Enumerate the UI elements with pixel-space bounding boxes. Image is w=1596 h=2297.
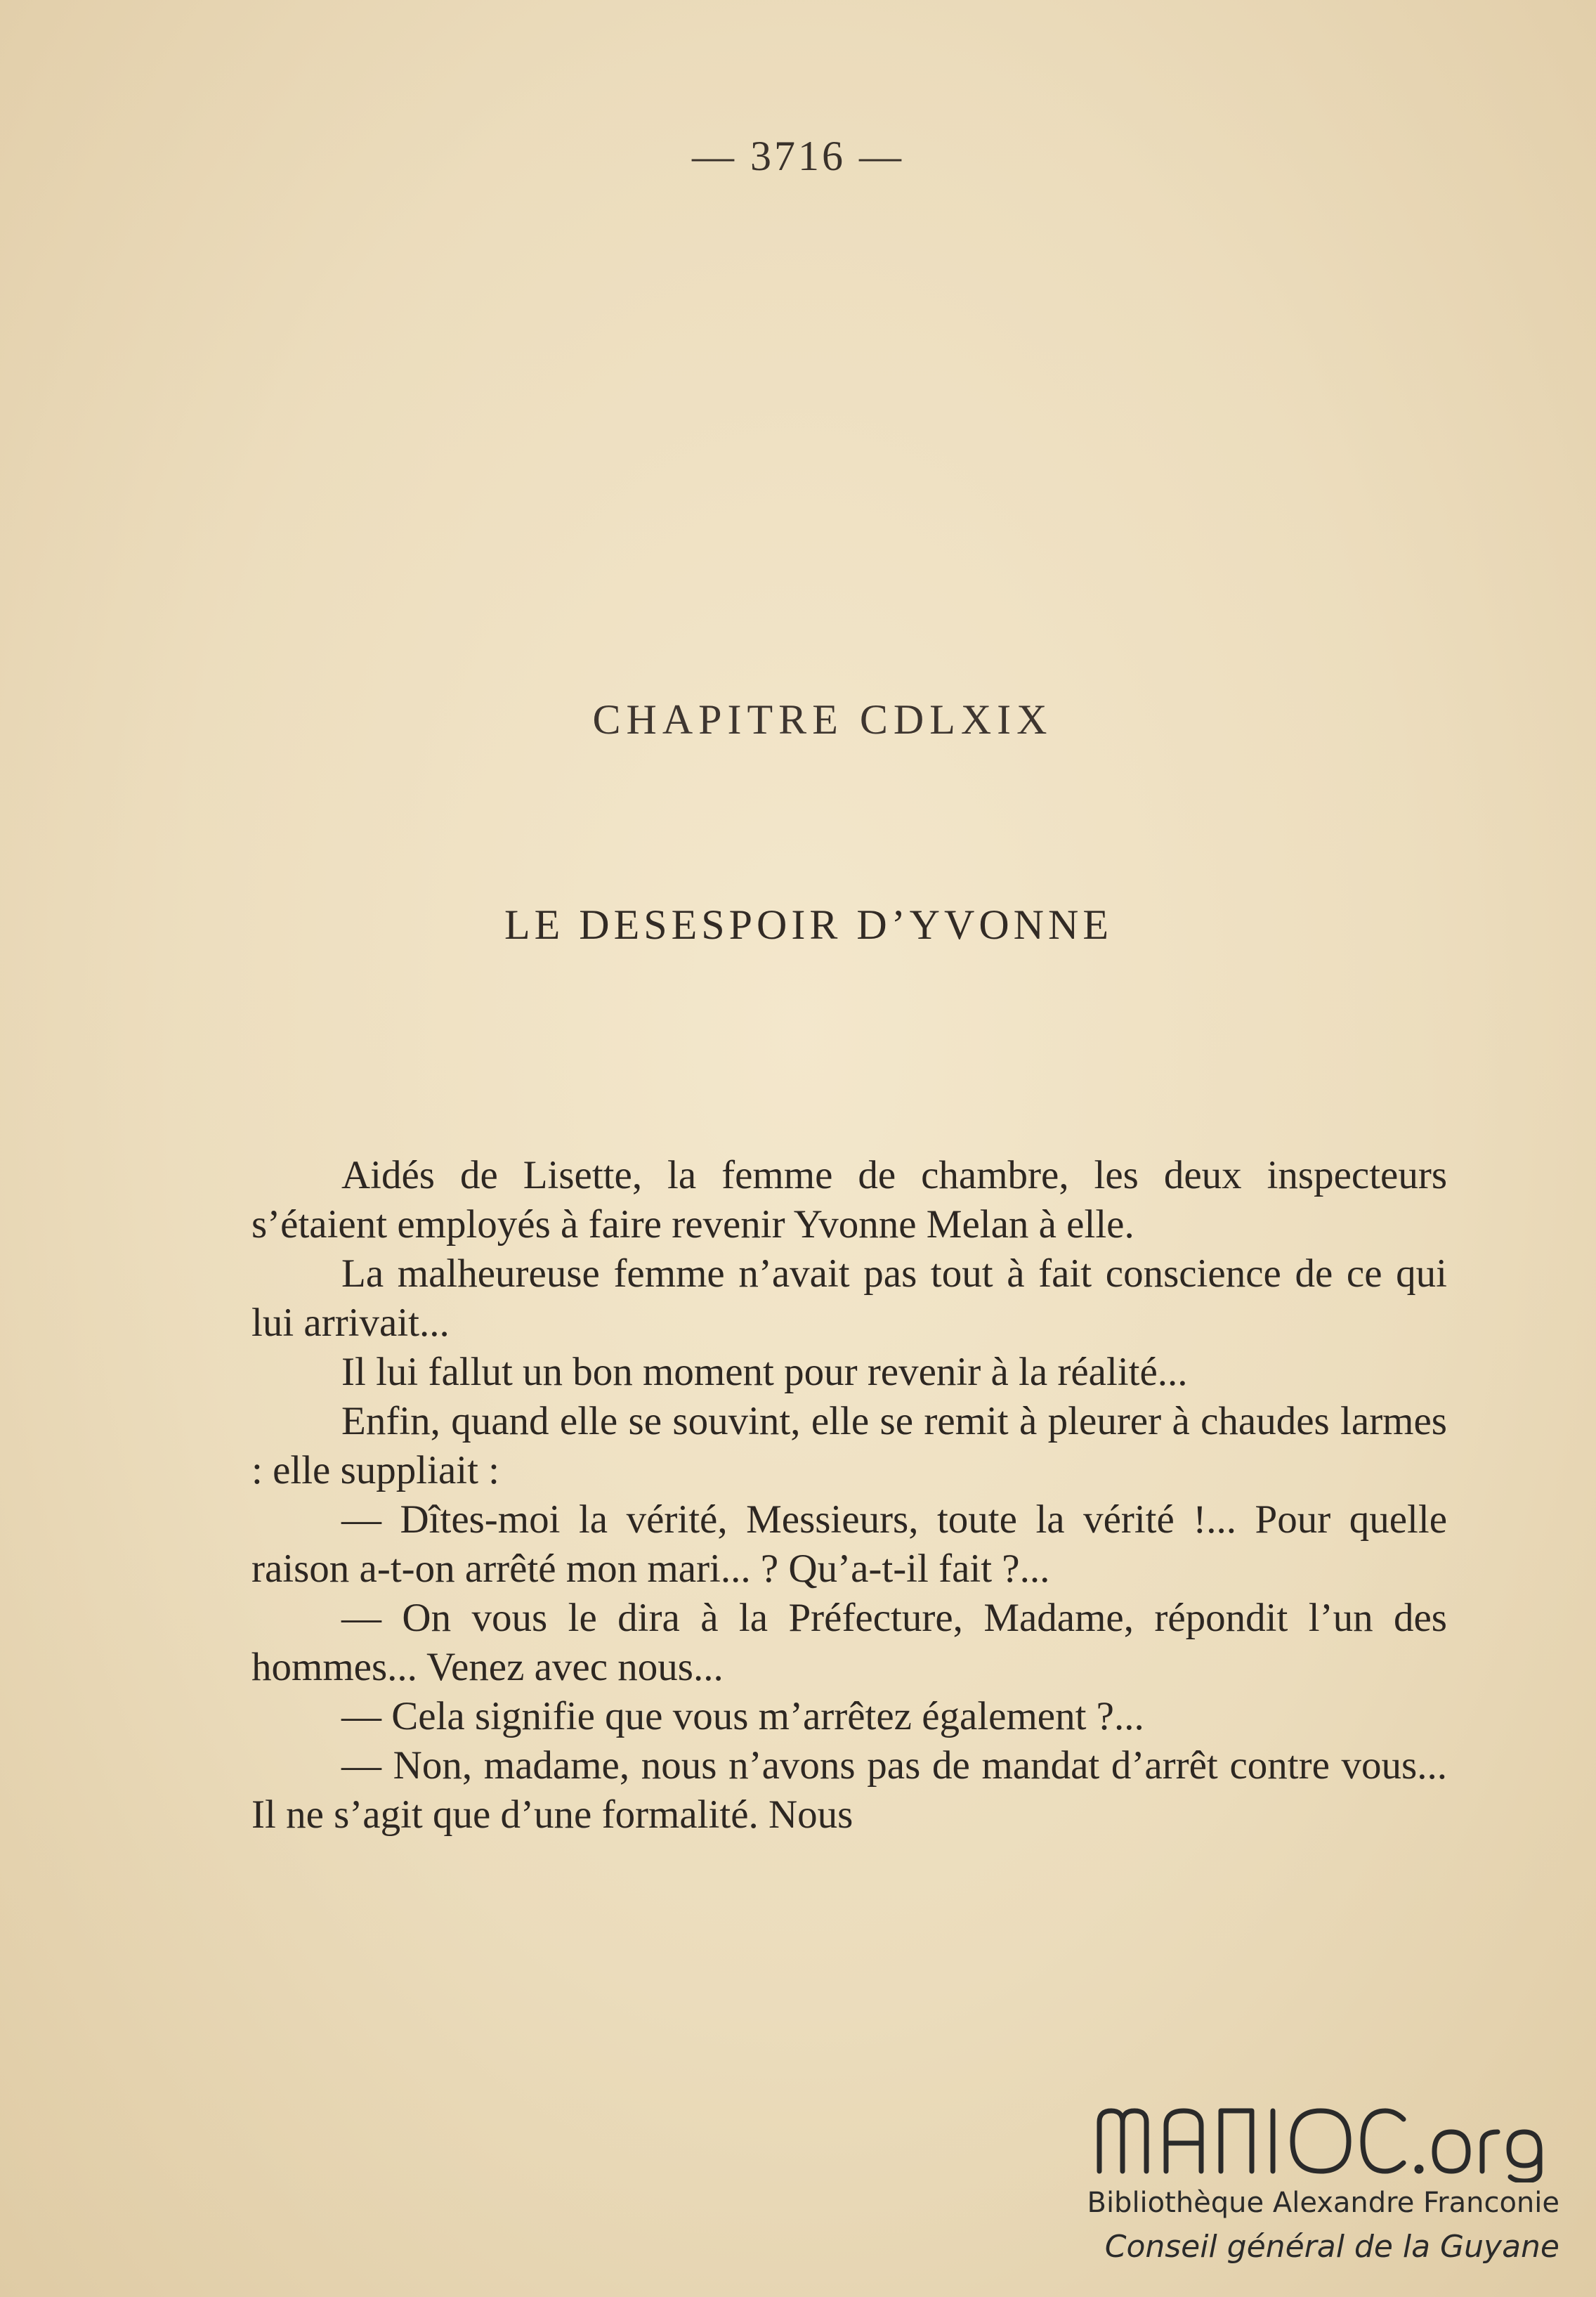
manioc-logo-graphic	[1068, 2101, 1559, 2182]
paragraph: — On vous le dira à la Préfecture, Madame, répondit l’un des hommes... Venez avec nous...	[251, 1596, 1447, 1689]
bleed-through-decoration	[1391, 393, 1475, 436]
council-name: Conseil général de la Guyane	[1104, 2229, 1559, 2265]
paragraph: Aidés de Lisette, la femme de chambre, les deux inspecteurs s’étaient employés à faire revenir Yvonne Melan à elle.	[251, 1153, 1447, 1247]
paragraph: — Dîtes-moi la vérité, Messieurs, toute la vérité !... Pour quelle raison a-t-on arrêté mon mari... ? Qu’a-t-il fait ?...	[251, 1497, 1447, 1591]
paragraph: Il lui fallut un bon moment pour revenir à la réalité...	[341, 1350, 1188, 1394]
paragraph: — Cela signifie que vous m’arrêtez également ?...	[341, 1694, 1144, 1738]
library-name: Bibliothèque Alexandre Franconie	[1087, 2187, 1559, 2219]
paragraph: La malheureuse femme n’avait pas tout à fait conscience de ce qui lui arrivait...	[251, 1251, 1447, 1345]
body-text	[251, 1151, 1447, 1840]
page-number: — 3716 —	[692, 133, 904, 179]
paragraph: Enfin, quand elle se souvint, elle se remit à pleurer à chaudes larmes : elle suppliait :	[251, 1399, 1447, 1492]
chapter-subtitle: LE DESESPOIR D’YVONNE	[504, 902, 1113, 948]
manioc-logo	[1068, 2101, 1559, 2182]
paragraph: — Non, madame, nous n’avons pas de mandat d’arrêt contre vous... Il ne s’agit que d’une formalité. Nous	[251, 1743, 1447, 1837]
chapter-title: CHAPITRE CDLXIX	[592, 696, 1053, 743]
